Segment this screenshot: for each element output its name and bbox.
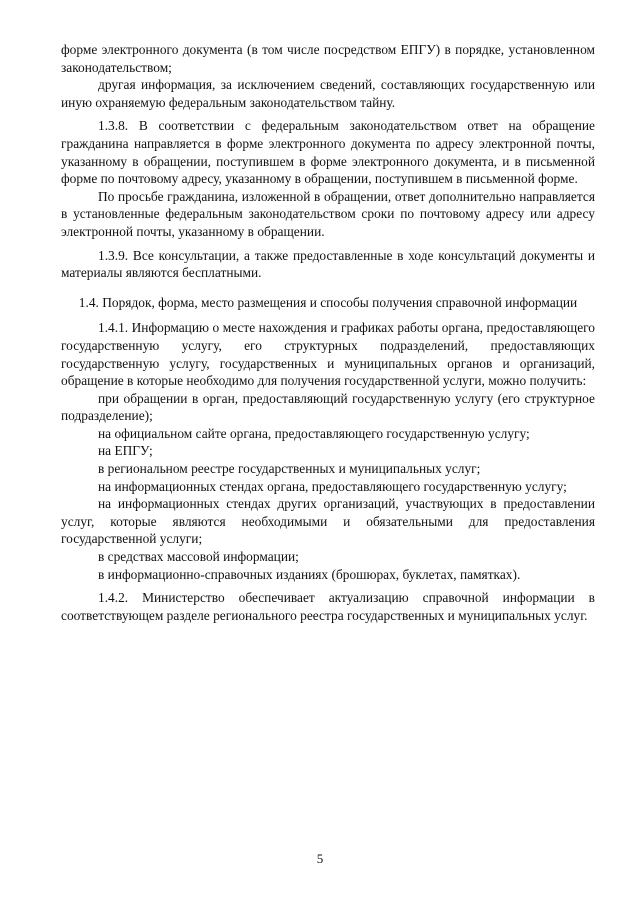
- list-item: в региональном реестре государственных и муниципальных услуг;: [98, 461, 481, 477]
- list-item: при обращении в орган, предоставляющий государственную услугу (его структурное подразделение);: [61, 390, 595, 424]
- page-body: [61, 41, 595, 624]
- paragraph-other-info: другая информация, за исключением сведений, составляющих государственную или иную охраняемую федеральным законодательством тайну.: [61, 77, 595, 110]
- paragraph-1-3-8: 1.3.8. В соответствии с федеральным законодательством ответ на обращение гражданина направляется в форме электронного документа по адресу электронной почты, указанному в обращении, поступившем в форме электронного документа, и в письменной форме по почтовому адресу, указанному в обращении, поступившем в письменной форме.: [61, 118, 595, 187]
- section-heading-1-4: 1.4. Порядок, форма, место размещения и способы получения справочной информации: [78, 294, 578, 310]
- list-item: в информационно-справочных изданиях (брошюрах, буклетах, памятках).: [98, 566, 521, 582]
- list-item: на информационных стендах других организаций, участвующих в предоставлении услуг, которые являются необходимыми и обязательными для предоставления государственной услуги;: [61, 496, 595, 547]
- paragraph-citizen-request: По просьбе гражданина, изложенной в обращении, ответ дополнительно направляется в установленные федеральным законодательством сроки по почтовому адресу или адресу электронной почты, указанному в обращении.: [61, 188, 595, 239]
- paragraph-1-4-1: 1.4.1. Информацию о месте нахождения и графиках работы органа, предоставляющего государственную услугу, его структурных подразделений, предоставляющих государственную услугу, государственных и муниципальных органов и организаций, обращение в которые необходимо для получения государственной услуги, можно получить:: [61, 320, 595, 389]
- paragraph-electronic-form: форме электронного документа (в том числе посредством ЕПГУ) в порядке, установленном законодательством;: [61, 42, 595, 75]
- list-item: в средствах массовой информации;: [98, 549, 299, 565]
- paragraph-1-4-2: 1.4.2. Министерство обеспечивает актуализацию справочной информации в соответствующем разделе регионального реестра государственных и муниципальных услуг.: [61, 590, 595, 623]
- paragraph-1-3-9: 1.3.9. Все консультации, а также предоставленные в ходе консультаций документы и материалы являются бесплатными.: [61, 247, 595, 281]
- list-item: на ЕПГУ;: [98, 443, 153, 459]
- list-item: на официальном сайте органа, предоставляющего государственную услугу;: [98, 425, 530, 441]
- page-number: 5: [316, 851, 324, 866]
- list-item: на информационных стендах органа, предоставляющего государственную услугу;: [98, 478, 567, 494]
